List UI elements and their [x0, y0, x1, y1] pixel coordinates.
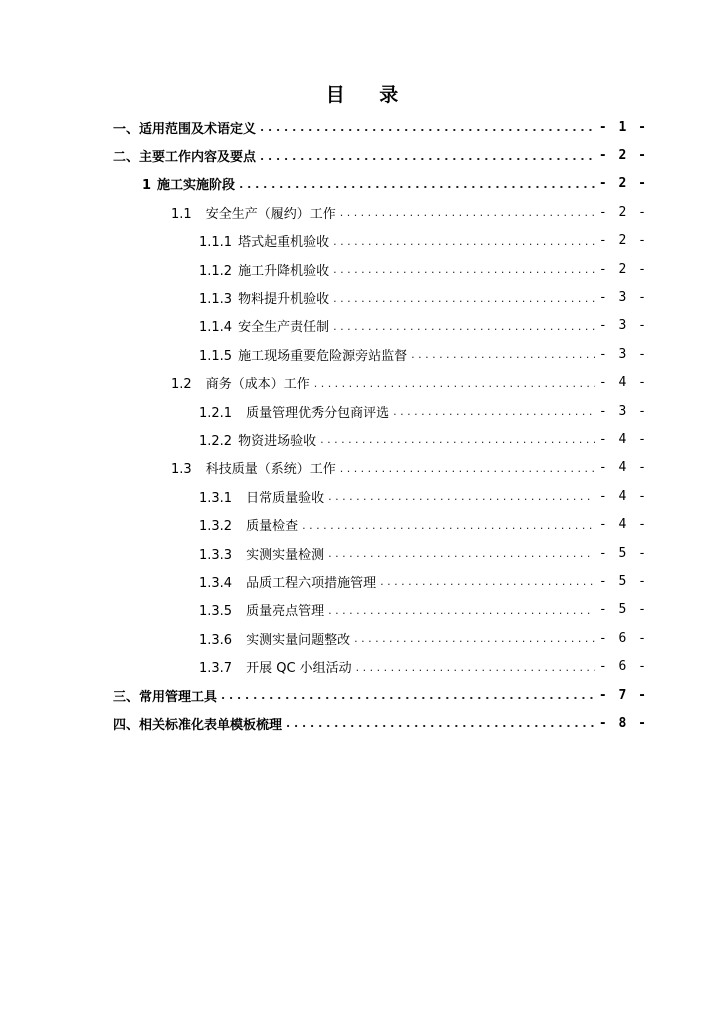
toc-entry-label	[199, 345, 407, 364]
toc-entry-number: 1.1.4	[199, 320, 233, 336]
toc-entry-page: - 4 -	[598, 431, 648, 447]
toc-entry-label	[171, 373, 310, 392]
toc-entry-label	[199, 316, 329, 335]
toc-entry[interactable]	[0, 624, 724, 652]
toc-entry[interactable]	[0, 397, 724, 425]
toc-leader-dots	[333, 261, 595, 277]
toc-leader-dots	[380, 573, 595, 589]
toc-entry-page: - 4 -	[598, 375, 648, 391]
toc-entry-text: 施工实施阶段	[157, 178, 236, 194]
toc-entry-label	[171, 203, 336, 222]
toc-leader-dots	[260, 119, 595, 135]
toc-entry-page: - 6 -	[598, 630, 648, 646]
toc-entry-label	[199, 572, 376, 591]
toc-leader-dots	[328, 545, 595, 561]
toc-leader-dots	[340, 460, 595, 476]
toc-entry-page: - 2 -	[598, 176, 648, 192]
toc-entry[interactable]	[0, 482, 724, 510]
toc-leader-dots	[314, 375, 595, 391]
toc-entry-page: - 4 -	[598, 460, 648, 476]
toc-leader-dots	[221, 687, 595, 703]
toc-entry-number: 1.3.7	[199, 661, 233, 677]
toc-entry-page: - 8 -	[598, 715, 648, 731]
toc-entry-label	[199, 288, 329, 307]
toc-entry[interactable]	[0, 113, 724, 141]
toc-entry-page: - 3 -	[598, 346, 648, 362]
toc-leader-dots	[340, 204, 595, 220]
toc-entry-label	[199, 515, 298, 534]
toc-leader-dots	[260, 148, 595, 164]
toc-entry-page: - 2 -	[598, 204, 648, 220]
toc-entry-number: 1.2.2	[199, 433, 233, 449]
toc-entry-text: 质量检查	[246, 519, 299, 535]
toc-entry-number: 1.1.2	[199, 263, 233, 279]
toc-entry[interactable]	[0, 340, 724, 368]
toc-leader-dots	[354, 630, 595, 646]
toc-leader-dots	[286, 715, 595, 731]
toc-entry-page: - 5 -	[598, 602, 648, 618]
toc-entry-text: 塔式起重机验收	[238, 235, 330, 251]
toc-entry-text: 施工现场重要危险源旁站监督	[238, 348, 408, 364]
toc-entry-text: 相关标准化表单模板梳理	[139, 717, 283, 733]
toc-entry-text: 安全生产责任制	[238, 320, 330, 336]
toc-entry-label	[113, 146, 256, 165]
toc-entry-text: 科技质量（系统）工作	[205, 462, 336, 478]
toc-entry-text: 常用管理工具	[139, 689, 218, 705]
toc-leader-dots	[356, 659, 595, 675]
toc-leader-dots	[333, 318, 595, 334]
toc-entry-text: 品质工程六项措施管理	[246, 575, 377, 591]
toc-entry-page: - 4 -	[598, 488, 648, 504]
toc-entry-text: 实测实量问题整改	[246, 632, 351, 648]
toc-entry-text: 实测实量检测	[246, 547, 325, 563]
toc-entry-number: 一、	[113, 121, 140, 137]
toc-entry-page: - 2 -	[598, 233, 648, 249]
page-title: 目 录	[325, 84, 413, 106]
toc-entry-number: 二、	[113, 150, 140, 166]
toc-entry-number: 1.3.4	[199, 575, 233, 591]
toc-entry[interactable]	[0, 369, 724, 397]
toc-entry-page: - 2 -	[598, 261, 648, 277]
toc-leader-dots	[320, 431, 595, 447]
toc-entry-label	[199, 544, 324, 563]
toc-entry-page: - 5 -	[598, 545, 648, 561]
toc-entry[interactable]	[0, 283, 724, 311]
toc-entry-number: 1.3.1	[199, 490, 233, 506]
toc-entry-number: 1.3.3	[199, 547, 233, 563]
toc-entry[interactable]	[0, 170, 724, 198]
toc-entry-number: 1.2.1	[199, 405, 233, 421]
toc-leader-dots	[302, 517, 595, 533]
toc-entry-label	[199, 487, 324, 506]
toc-entry-page: - 5 -	[598, 573, 648, 589]
toc-entry-page: - 6 -	[598, 659, 648, 675]
toc-entry[interactable]	[0, 652, 724, 680]
toc-leader-dots	[393, 403, 595, 419]
toc-entry-label	[199, 260, 329, 279]
toc-entry[interactable]	[0, 312, 724, 340]
toc-entry-label	[113, 118, 256, 137]
toc-entry[interactable]	[0, 567, 724, 595]
toc-entry-number: 1.3.2	[199, 519, 233, 535]
toc-entry-label	[142, 174, 235, 193]
toc-entry-page: - 4 -	[598, 517, 648, 533]
toc-entry-text: 安全生产（履约）工作	[205, 206, 336, 222]
toc-entry-number: 1.3.5	[199, 604, 233, 620]
table-of-contents	[0, 113, 724, 738]
toc-leader-dots	[328, 488, 595, 504]
toc-entry-number: 1.3.6	[199, 632, 233, 648]
toc-entry-text: 物资进场验收	[238, 433, 317, 449]
toc-entry[interactable]	[0, 425, 724, 453]
toc-leader-dots	[239, 176, 595, 192]
toc-entry-number: 1.1.3	[199, 292, 233, 308]
toc-entry-number: 三、	[113, 689, 140, 705]
toc-entry-number: 1	[142, 178, 152, 194]
toc-entry[interactable]	[0, 198, 724, 226]
toc-entry-label	[199, 629, 350, 648]
toc-entry-text: 商务（成本）工作	[205, 377, 310, 393]
toc-entry-page: - 1 -	[598, 119, 648, 135]
toc-entry-page: - 3 -	[598, 403, 648, 419]
toc-entry-number: 四、	[113, 717, 140, 733]
toc-entry[interactable]	[0, 539, 724, 567]
toc-entry-label	[199, 402, 389, 421]
toc-entry-page: - 2 -	[598, 148, 648, 164]
toc-entry-label	[199, 430, 316, 449]
toc-entry[interactable]	[0, 709, 724, 737]
toc-entry-label	[171, 458, 336, 477]
toc-entry[interactable]	[0, 227, 724, 255]
toc-entry-text: 开展 QC 小组活动	[246, 661, 352, 677]
toc-entry-number: 1.2	[171, 377, 192, 393]
toc-entry-label	[113, 686, 217, 705]
toc-entry[interactable]	[0, 141, 724, 169]
toc-entry-page: - 3 -	[598, 290, 648, 306]
toc-entry-text: 主要工作内容及要点	[139, 150, 257, 166]
toc-entry-number: 1.1	[171, 206, 192, 222]
toc-leader-dots	[333, 290, 595, 306]
toc-entry-label	[199, 600, 324, 619]
toc-entry-page: - 3 -	[598, 318, 648, 334]
toc-entry-text: 施工升降机验收	[238, 263, 330, 279]
toc-entry[interactable]	[0, 596, 724, 624]
toc-entry[interactable]	[0, 681, 724, 709]
toc-entry[interactable]	[0, 454, 724, 482]
toc-leader-dots	[411, 346, 595, 362]
toc-entry-text: 日常质量验收	[246, 490, 325, 506]
toc-entry-label	[199, 231, 329, 250]
toc-entry-number: 1.3	[171, 462, 192, 478]
toc-entry-label	[199, 657, 352, 676]
toc-entry-text: 质量管理优秀分包商评选	[246, 405, 390, 421]
toc-entry-number: 1.1.5	[199, 348, 233, 364]
toc-entry-number: 1.1.1	[199, 235, 233, 251]
toc-entry[interactable]	[0, 255, 724, 283]
toc-entry-text: 物料提升机验收	[238, 292, 330, 308]
toc-entry-text: 适用范围及术语定义	[139, 121, 257, 137]
toc-entry[interactable]	[0, 510, 724, 538]
toc-entry-label	[113, 714, 282, 733]
toc-leader-dots	[333, 233, 595, 249]
toc-entry-text: 质量亮点管理	[246, 604, 325, 620]
toc-leader-dots	[328, 602, 595, 618]
toc-entry-page: - 7 -	[598, 687, 648, 703]
